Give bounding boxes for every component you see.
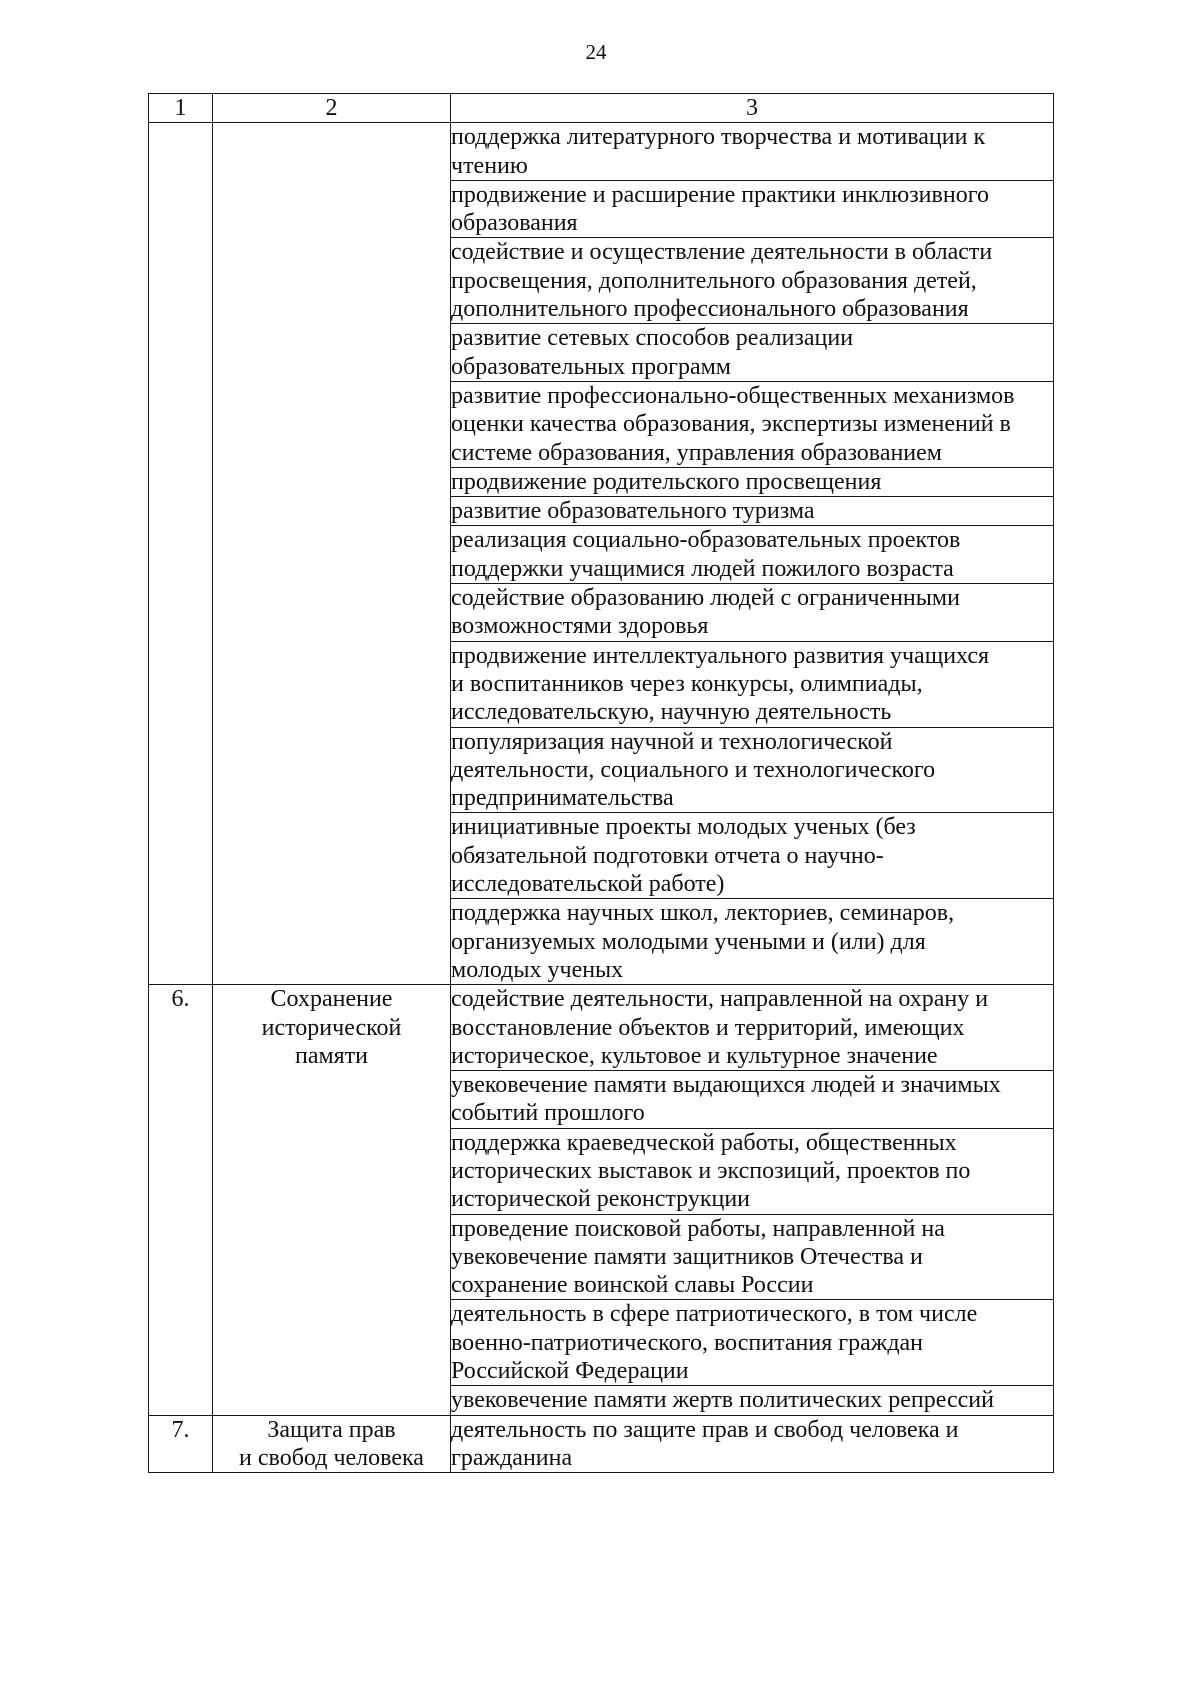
table-row <box>149 1415 1054 1473</box>
table-row <box>149 123 1054 181</box>
activity-item-line: продвижение интеллектуального развития учащихся <box>451 642 990 669</box>
activity-item <box>451 1386 1054 1415</box>
section-number: 6. <box>149 985 213 1415</box>
activity-item <box>451 1415 1054 1473</box>
activity-item-line: увековечение памяти жертв политических репрессий <box>451 1387 994 1414</box>
table-row <box>149 985 1054 1071</box>
activity-item <box>451 381 1054 467</box>
activity-item-line: образования <box>451 210 578 237</box>
activity-item-line: военно-патриотического, воспитания граждан <box>451 1329 924 1356</box>
section-number <box>149 123 213 985</box>
activity-item-line: содействие деятельности, направленной на охрану и <box>451 986 989 1013</box>
activity-item <box>451 813 1054 899</box>
activity-item-line: увековечение памяти выдающихся людей и значимых <box>451 1072 1001 1099</box>
section-title <box>213 1415 451 1473</box>
activity-item-line: исторических выставок и экспозиций, проектов по <box>451 1157 971 1184</box>
activity-item-line: содействие и осуществление деятельности в области <box>451 239 993 266</box>
activity-item-line: сохранение воинской славы России <box>451 1272 814 1299</box>
activity-item-line: развитие сетевых способов реализации <box>451 325 854 352</box>
section-title <box>213 985 451 1415</box>
section-title <box>213 123 451 985</box>
activity-item-line: просвещения, дополнительного образования детей, <box>451 267 977 294</box>
activity-item-line: молодых ученых <box>451 956 624 983</box>
activity-item-line: развитие образовательного туризма <box>451 498 815 525</box>
activity-item-line: системе образования, управления образованием <box>451 439 942 466</box>
activity-item-line: восстановление объектов и территорий, имеющих <box>451 1014 965 1041</box>
activity-item-line: популяризация научной и технологической <box>451 728 893 755</box>
activity-item-line: продвижение и расширение практики инклюзивного <box>451 181 989 208</box>
activity-item-line: исследовательской работе) <box>451 871 725 898</box>
activity-table <box>148 93 1054 1473</box>
activity-item-line: гражданина <box>451 1444 573 1471</box>
section-number: 7. <box>149 1415 213 1473</box>
activity-item-line: реализация социально-образовательных проектов <box>451 527 961 554</box>
activity-item <box>451 180 1054 238</box>
activity-item-line: поддержка научных школ, лекториев, семинаров, <box>451 900 955 927</box>
activity-item-line: деятельность в сфере патриотического, в том числе <box>451 1301 978 1328</box>
activity-item-line: и воспитанников через конкурсы, олимпиады, <box>451 670 923 697</box>
activity-item-line: Российской Федерации <box>451 1358 689 1385</box>
section-title-line: Защита прав <box>267 1416 396 1443</box>
activity-item-line: исследовательскую, научную деятельность <box>451 699 892 726</box>
activity-item-line: поддержка литературного творчества и мотивации к <box>451 124 986 151</box>
activity-item-line: дополнительного профессионального образования <box>451 296 969 323</box>
header-col-3: 3 <box>451 94 1054 123</box>
activity-item <box>451 526 1054 584</box>
activity-item-line: деятельности, социального и технологического <box>451 756 936 783</box>
activity-item <box>451 584 1054 642</box>
activity-item-line: организуемых молодыми учеными и (или) для <box>451 928 926 955</box>
activity-item <box>451 1071 1054 1129</box>
section-title-line: исторической <box>261 1014 402 1041</box>
activity-item <box>451 238 1054 324</box>
activity-item-line: событий прошлого <box>451 1100 645 1127</box>
table-header-row <box>149 94 1054 123</box>
activity-item-line: обязательной подготовки отчета о научно- <box>451 842 884 869</box>
activity-item <box>451 1214 1054 1300</box>
activity-item <box>451 727 1054 813</box>
activity-item-line: инициативные проекты молодых ученых (без <box>451 814 916 841</box>
activity-item <box>451 641 1054 727</box>
activity-item-line: продвижение родительского просвещения <box>451 468 882 495</box>
page-number: 24 <box>585 40 607 64</box>
activity-item <box>451 324 1054 382</box>
activity-item-line: возможностями здоровья <box>451 613 709 640</box>
header-col-2: 2 <box>213 94 451 123</box>
activity-item <box>451 985 1054 1071</box>
activity-item-line: проведение поисковой работы, направленной на <box>451 1215 945 1242</box>
table-body <box>149 123 1054 1473</box>
activity-item <box>451 123 1054 181</box>
section-title-line: памяти <box>294 1042 369 1069</box>
activity-item <box>451 1300 1054 1386</box>
header-col-1: 1 <box>149 94 213 123</box>
activity-item-line: чтению <box>451 152 528 179</box>
activity-item-line: историческое, культовое и культурное значение <box>451 1042 938 1069</box>
activity-item-line: развитие профессионально-общественных механизмов <box>451 382 1015 409</box>
activity-item <box>451 467 1054 496</box>
section-title-line: и свобод человека <box>239 1444 424 1471</box>
activity-item-line: поддержка краеведческой работы, общественных <box>451 1129 957 1156</box>
activity-item <box>451 1128 1054 1214</box>
activity-item-line: поддержки учащимися людей пожилого возраста <box>451 555 954 582</box>
activity-item-line: предпринимательства <box>451 785 674 812</box>
activity-item-line: исторической реконструкции <box>451 1186 751 1213</box>
activity-item-line: увековечение памяти защитников Отечества и <box>451 1243 923 1270</box>
activity-item-line: содействие образованию людей с ограниченными <box>451 585 960 612</box>
activity-item <box>451 497 1054 526</box>
activity-item-line: оценки качества образования, экспертизы изменений в <box>451 411 1011 438</box>
activity-item-line: образовательных программ <box>451 353 731 380</box>
section-title-line: Сохранение <box>270 986 393 1013</box>
activity-item <box>451 899 1054 985</box>
activity-item-line: деятельность по защите прав и свобод человека и <box>451 1416 959 1443</box>
